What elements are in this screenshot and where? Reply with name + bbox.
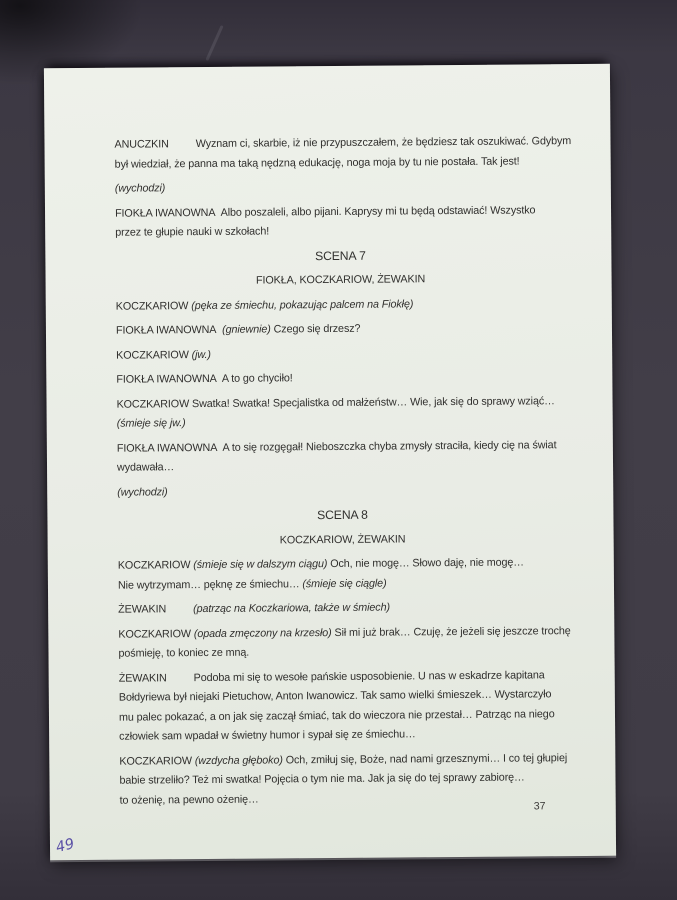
stage-direction: (wychodzi) (114, 182, 166, 195)
script-line (115, 201, 565, 224)
script-paragraph (118, 553, 568, 596)
script-line (116, 367, 566, 390)
script-paragraph (117, 436, 567, 479)
text-segment: Bołdyriewa był niejaki Pietuchow, Anton Iwanowicz. Tak samo wielki śmieszek… Wystarczyło (118, 688, 552, 704)
script-paragraph (116, 343, 566, 366)
text-segment: wydawała… (116, 461, 175, 474)
text-segment: człowiek sam wpadał w świetny humor i sypał się ze śmiechu… (119, 728, 416, 743)
script-paragraph (119, 749, 569, 811)
script-text (114, 132, 572, 816)
text-segment: KOCZKARIOW (116, 348, 192, 362)
script-line (117, 504, 567, 527)
script-paragraph (117, 480, 567, 503)
script-line (117, 480, 567, 503)
text-segment: KOCZKARIOW, ŻEWAKIN (279, 532, 406, 546)
script-line (117, 411, 567, 434)
script-line (117, 455, 567, 478)
text-segment: to ożenię, na pewno ożenię… (119, 793, 259, 807)
script-line (116, 294, 566, 317)
script-paragraph (116, 318, 566, 341)
script-line (118, 529, 568, 552)
script-line (120, 788, 570, 811)
text-segment: FIOKŁA IWANOWNA Albo poszaleli, albo pijani. Kaprysy mi tu będą odstawiać! Wszystko (114, 203, 536, 220)
text-segment: ANUCZKIN (114, 138, 169, 151)
script-line (116, 269, 566, 292)
text-segment: przez te głupie nauki w szkołach! (115, 225, 270, 239)
script-paragraph (118, 597, 568, 620)
script-line (115, 220, 565, 243)
script-paragraph (119, 666, 570, 748)
text-segment: był wiedział, że panna ma taką nędzną edukację, noga moja by tu nie postała. Tak jest! (114, 155, 520, 171)
page-number: 37 (533, 800, 546, 813)
script-line (116, 392, 566, 415)
text-segment: SCENA 7 (314, 248, 366, 263)
scene-heading (115, 245, 565, 268)
scene-heading (117, 504, 567, 527)
stage-direction: (śmieje się jw.) (116, 417, 186, 430)
text-segment: KOCZKARIOW (119, 754, 195, 768)
text-segment: Nie wytrzymam… pęknę ze śmiechu… (117, 577, 303, 592)
script-line (118, 573, 568, 596)
script-paragraph (116, 294, 566, 317)
text-segment: pośmieję, to koniec ze mną. (118, 646, 250, 660)
stage-direction: (śmieje się w dalszym ciągu) (193, 558, 328, 572)
stage-direction: (gniewnie) (222, 323, 271, 336)
script-paragraph (114, 132, 572, 175)
script-line (118, 641, 568, 664)
document-page (44, 64, 616, 860)
script-line (115, 152, 565, 175)
script-paragraph (115, 176, 565, 199)
script-line (116, 343, 566, 366)
stage-direction: (pęka ze śmiechu, pokazując palcem na Fiokłę) (191, 297, 414, 312)
text-segment: SCENA 8 (317, 507, 368, 523)
script-line (119, 768, 569, 791)
stage-direction: (jw.) (191, 348, 211, 361)
script-paragraph (118, 622, 571, 665)
script-line (116, 318, 566, 341)
text-segment: Och, zmiłuj się, Boże, nad nami grzesznymi… I co tej głupiej (282, 751, 568, 766)
script-line (118, 553, 568, 576)
text-segment: KOCZKARIOW (118, 627, 194, 641)
script-line (119, 724, 569, 747)
text-segment: KOCZKARIOW (117, 559, 194, 572)
stage-direction: (wzdycha głęboko) (194, 753, 283, 767)
text-segment: babie strzeliło? Też mi swatka! Pojęcia o tym nie ma. Jak ja się do tej sprawy zabiorę… (119, 771, 525, 787)
stage-direction: (opada zmęczony na krzesło) (193, 626, 332, 640)
script-paragraph (116, 367, 566, 390)
script-line (115, 176, 565, 199)
text-segment: Och, nie mogę… Słowo daję, nie mogę… (327, 556, 524, 571)
stage-direction: (patrząc na Koczkariowa, także w śmiech) (193, 601, 390, 616)
text-segment: KOCZKARIOW Swatka! Swatka! Specjalistka od małżeństw… Wie, jak się do sprawy wziąć… (116, 394, 555, 411)
script-line (115, 245, 565, 268)
script-line (118, 597, 568, 620)
handwritten-number: 49 (54, 836, 77, 857)
text-segment: FIOKŁA IWANOWNA A to go chyciło! (116, 372, 293, 386)
text-segment: FIOKŁA, KOCZKARIOW, ŻEWAKIN (255, 273, 426, 287)
text-segment: ŻEWAKIN (118, 671, 167, 685)
stage-direction: (wychodzi) (117, 485, 168, 499)
script-paragraph (115, 201, 565, 244)
text-segment: Sił mi już brak… Czuję, że jeżeli się jeszcze trochę (331, 624, 571, 639)
script-line (119, 705, 569, 728)
text-segment: FIOKŁA IWANOWNA (115, 323, 223, 337)
scene-heading (116, 269, 566, 292)
stage-direction: (śmieje się ciągle) (302, 577, 387, 590)
text-segment: ŻEWAKIN (118, 603, 167, 616)
text-segment: FIOKŁA IWANOWNA A to się rozgęgał! Nieboszczka chyba zmysły straciła, kiedy cię na świat (116, 438, 557, 455)
text-segment: KOCZKARIOW (115, 299, 192, 313)
scene-heading (118, 529, 568, 552)
script-line (117, 436, 567, 459)
text-segment: Czego się drzesz? (270, 322, 361, 336)
text-segment: Wyznam ci, skarbie, iż nie przypuszczałem, że będziesz tak oszukiwać. Gdybym (195, 135, 572, 151)
scratch-mark (205, 25, 223, 61)
text-segment: mu palec pokazać, a on jak się zaczął śmiać, tak do wieczora nie przestał… Patrząc na niego (118, 707, 555, 724)
script-line (118, 622, 571, 645)
script-paragraph (116, 392, 566, 435)
text-segment: Podoba mi się to wesołe pańskie usposobienie. U nas w eskadrze kapitana (193, 668, 545, 684)
